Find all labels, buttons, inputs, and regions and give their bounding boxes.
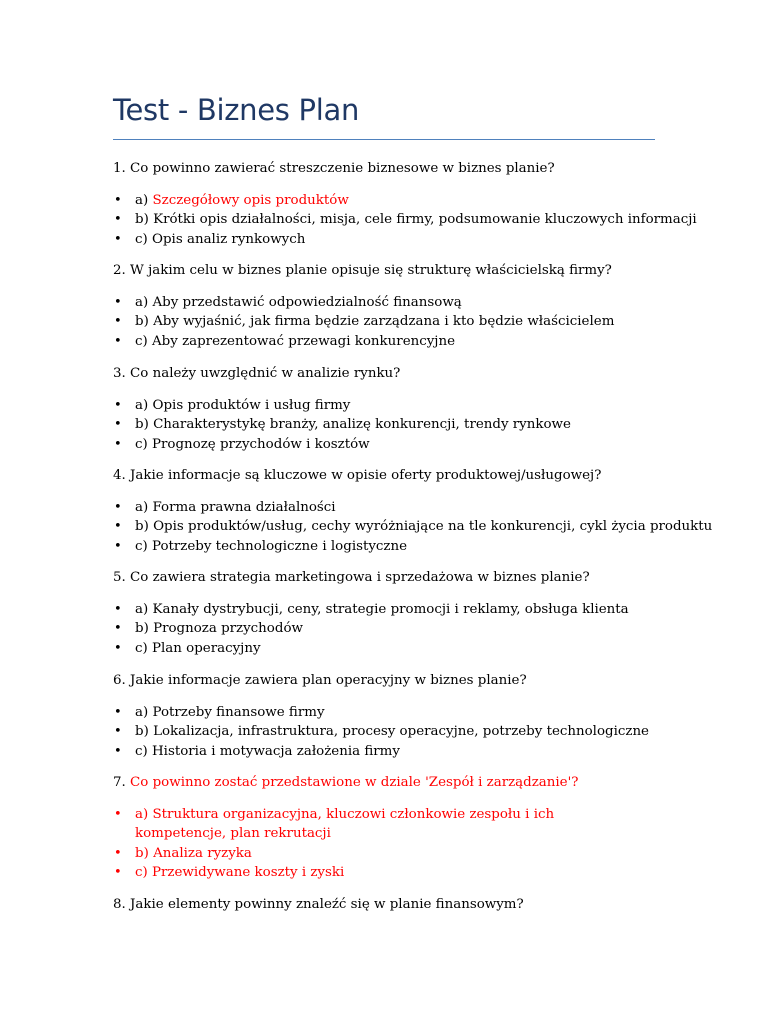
option-prefix: a) bbox=[135, 398, 149, 413]
question-number: 7. bbox=[113, 775, 126, 790]
option-prefix: c) bbox=[135, 640, 148, 656]
bullet-icon: • bbox=[114, 864, 122, 880]
bullet-icon: • bbox=[114, 724, 122, 740]
question-text: Jakie elementy powinny znaleźć się w planie finansowym? bbox=[130, 897, 524, 912]
option-2b bbox=[113, 312, 633, 331]
option-text: Struktura organizacyjna, kluczowi członkowie zespołu i ich kompetencje, plan rekrutacji bbox=[135, 807, 555, 842]
option-text: Prognoza przychodów bbox=[153, 621, 303, 637]
option-5b bbox=[113, 619, 633, 638]
bullet-icon: • bbox=[114, 333, 122, 349]
option-prefix: b) bbox=[135, 519, 149, 535]
option-text: Aby wyjaśnić, jak firma będzie zarządzana i kto będzie właścicielem bbox=[153, 314, 615, 330]
option-prefix: c) bbox=[135, 864, 148, 880]
option-text: Aby zaprezentować przewagi konkurencyjne bbox=[152, 333, 456, 349]
question-7 bbox=[113, 773, 578, 792]
option-text: Szczegółowy opis produktów bbox=[152, 193, 349, 208]
option-6b bbox=[113, 722, 649, 741]
option-prefix: a) bbox=[135, 500, 149, 515]
question-text: Co powinno zawierać streszczenie biznesowe w biznes planie? bbox=[130, 161, 555, 176]
option-7a bbox=[113, 805, 633, 844]
option-prefix: b) bbox=[135, 212, 149, 228]
bullet-icon: • bbox=[114, 845, 122, 861]
bullet-icon: • bbox=[114, 193, 122, 208]
option-6c bbox=[113, 742, 633, 761]
question-text: Jakie informacje są kluczowe w opisie oferty produktowej/usługowej? bbox=[130, 468, 602, 483]
option-prefix: c) bbox=[135, 743, 148, 759]
option-7b bbox=[113, 844, 633, 863]
option-text: Forma prawna działalności bbox=[152, 500, 336, 515]
option-1a bbox=[113, 191, 633, 210]
option-7c bbox=[113, 863, 633, 882]
option-2a bbox=[113, 293, 633, 312]
option-prefix: b) bbox=[135, 845, 149, 861]
question-number: 1. bbox=[113, 161, 126, 176]
option-text: Charakterystykę branży, analizę konkurencji, trendy rynkowe bbox=[153, 417, 571, 433]
option-prefix: a) bbox=[135, 705, 149, 720]
question-text: Co zawiera strategia marketingowa i sprzedażowa w biznes planie? bbox=[130, 570, 590, 585]
bullet-icon: • bbox=[114, 417, 122, 433]
bullet-icon: • bbox=[114, 621, 122, 637]
option-2c bbox=[113, 332, 633, 351]
option-text: Plan operacyjny bbox=[152, 640, 261, 656]
page-title: Test - Biznes Plan bbox=[113, 93, 360, 127]
option-prefix: a) bbox=[135, 807, 149, 822]
option-text: Kanały dystrybucji, ceny, strategie promocji i reklamy, obsługa klienta bbox=[152, 602, 629, 617]
option-3c bbox=[113, 435, 633, 454]
option-text: Krótki opis działalności, misja, cele firmy, podsumowanie kluczowych informacji bbox=[153, 212, 697, 228]
bullet-icon: • bbox=[114, 519, 122, 535]
option-3b bbox=[113, 415, 633, 434]
bullet-icon: • bbox=[114, 314, 122, 330]
option-4a bbox=[113, 498, 633, 517]
question-5 bbox=[113, 568, 590, 587]
option-prefix: b) bbox=[135, 724, 149, 740]
option-text: Opis analiz rynkowych bbox=[152, 231, 306, 247]
bullet-icon: • bbox=[114, 500, 122, 515]
option-text: Historia i motywacja założenia firmy bbox=[152, 743, 400, 759]
option-prefix: a) bbox=[135, 193, 149, 208]
option-text: Prognozę przychodów i kosztów bbox=[152, 436, 370, 452]
question-2 bbox=[113, 261, 612, 280]
option-text: Aby przedstawić odpowiedzialność finansową bbox=[152, 295, 462, 310]
question-number: 6. bbox=[113, 673, 126, 688]
question-text: W jakim celu w biznes planie opisuje się strukturę właścicielską firmy? bbox=[130, 263, 612, 278]
option-text: Opis produktów/usług, cechy wyróżniające na tle konkurencji, cykl życia produktu bbox=[153, 519, 713, 535]
question-number: 8. bbox=[113, 897, 126, 912]
bullet-icon: • bbox=[114, 398, 122, 413]
bullet-icon: • bbox=[114, 231, 122, 247]
question-6 bbox=[113, 671, 527, 690]
bullet-icon: • bbox=[114, 807, 122, 822]
bullet-icon: • bbox=[114, 436, 122, 452]
question-number: 2. bbox=[113, 263, 126, 278]
option-prefix: c) bbox=[135, 436, 148, 452]
question-text: Jakie informacje zawiera plan operacyjny w biznes planie? bbox=[130, 673, 527, 688]
options-5 bbox=[113, 600, 633, 658]
option-prefix: a) bbox=[135, 602, 149, 617]
question-number: 5. bbox=[113, 570, 126, 585]
option-prefix: c) bbox=[135, 538, 148, 554]
options-4 bbox=[113, 498, 713, 556]
bullet-icon: • bbox=[114, 602, 122, 617]
option-6a bbox=[113, 703, 633, 722]
option-1b bbox=[113, 210, 697, 229]
question-8 bbox=[113, 895, 524, 914]
bullet-icon: • bbox=[114, 743, 122, 759]
option-4c bbox=[113, 537, 633, 556]
option-text: Opis produktów i usług firmy bbox=[152, 398, 351, 413]
option-prefix: c) bbox=[135, 231, 148, 247]
title-underline bbox=[113, 139, 655, 140]
options-6 bbox=[113, 703, 649, 761]
option-5a bbox=[113, 600, 633, 619]
bullet-icon: • bbox=[114, 212, 122, 228]
option-prefix: b) bbox=[135, 621, 149, 637]
option-prefix: b) bbox=[135, 314, 149, 330]
options-3 bbox=[113, 396, 633, 454]
question-1 bbox=[113, 159, 555, 178]
option-3a bbox=[113, 396, 633, 415]
option-prefix: a) bbox=[135, 295, 149, 310]
question-number: 4. bbox=[113, 468, 126, 483]
option-text: Lokalizacja, infrastruktura, procesy operacyjne, potrzeby technologiczne bbox=[153, 724, 649, 740]
option-text: Potrzeby finansowe firmy bbox=[152, 705, 325, 720]
options-1 bbox=[113, 191, 697, 249]
option-1c bbox=[113, 230, 633, 249]
bullet-icon: • bbox=[114, 295, 122, 310]
bullet-icon: • bbox=[114, 705, 122, 720]
question-text: Co powinno zostać przedstawione w dziale 'Zespół i zarządzanie'? bbox=[130, 775, 579, 790]
question-text: Co należy uwzględnić w analizie rynku? bbox=[130, 366, 401, 381]
bullet-icon: • bbox=[114, 538, 122, 554]
bullet-icon: • bbox=[114, 640, 122, 656]
options-2 bbox=[113, 293, 633, 351]
option-prefix: b) bbox=[135, 417, 149, 433]
option-prefix: c) bbox=[135, 333, 148, 349]
option-text: Przewidywane koszty i zyski bbox=[152, 864, 345, 880]
option-text: Analiza ryzyka bbox=[153, 845, 252, 861]
question-number: 3. bbox=[113, 366, 126, 381]
question-3 bbox=[113, 364, 400, 383]
option-4b bbox=[113, 517, 713, 536]
option-5c bbox=[113, 639, 633, 658]
options-7 bbox=[113, 805, 633, 882]
option-text: Potrzeby technologiczne i logistyczne bbox=[152, 538, 408, 554]
question-4 bbox=[113, 466, 601, 485]
